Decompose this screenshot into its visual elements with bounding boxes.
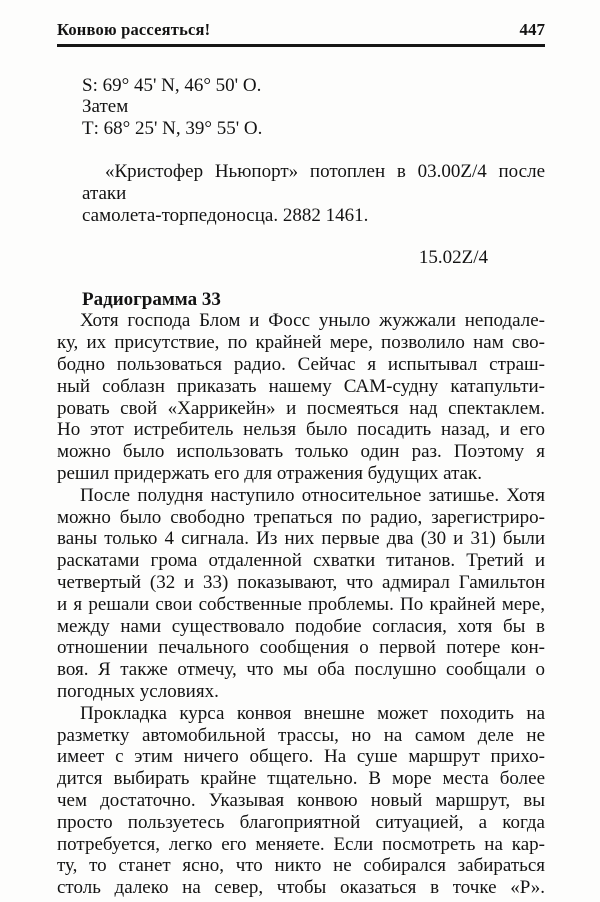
paragraph [57, 485, 545, 703]
timestamp-row [57, 247, 545, 269]
text-line: Прокладка курса конвоя внешне может походить на [80, 702, 545, 724]
sinking-note [82, 161, 545, 226]
text-line: можно было свободно трепаться по радио, зарегистриро- [57, 506, 545, 528]
text-line: Т: 68° 25' N, 39° 55' О. [82, 118, 263, 140]
text-line: S: 69° 45' N, 46° 50' О. [82, 74, 262, 96]
text-line: «Кристофер Ньюпорт» потоплен в 03.00Z/4 после атаки [82, 161, 545, 205]
section-heading: Радиограмма 33 [82, 288, 221, 310]
text-line: просто пользуетесь благоприятной ситуацией, а когда [57, 811, 545, 833]
paragraph [57, 310, 545, 484]
text-line: дится выбирать крайне тщательно. В море места более [57, 768, 545, 790]
running-title: Конвою рассеяться! [57, 20, 211, 39]
text-line: ку, их присутствие, по крайней мере, позволило нам сво- [57, 332, 545, 354]
text-line: Затем [82, 96, 129, 118]
text-line: и я решали свои собственные проблемы. По крайней мере, [57, 593, 545, 615]
text-line: ный соблазн приказать нашему САМ-судну катапульти- [57, 375, 545, 397]
paragraph [57, 703, 545, 899]
text-line: воя. Я также отмечу, что мы оба послушно сообщали о [57, 659, 545, 681]
text-line: чем достаточно. Указывая конвою новый маршрут, вы [57, 790, 545, 811]
text-line: потребуется, легко его меняете. Если посмотреть на кар- [57, 833, 545, 855]
text-line: самолета-торпедоносца. 2882 1461. [82, 205, 369, 227]
text-line: ваны только 4 сигнала. Из них первые два (30 и 31) были [57, 528, 545, 550]
text-line: можно было использовать только один раз. Поэтому я [57, 441, 545, 463]
text-line: имеет с этим ничего общего. На суше маршрут прихо- [57, 746, 545, 768]
text-line: решил придержать его для отражения будущих атак. [57, 463, 483, 485]
text-line: погодных условиях. [57, 681, 219, 703]
page-number: 447 [519, 20, 545, 39]
text-line: бодно пользоваться радио. Сейчас я испытывал страш- [57, 354, 545, 376]
text-line: Хотя господа Блом и Фосс уныло жужжали неподале- [80, 310, 545, 332]
text-line: Но этот истребитель нельзя было посадить назад, и его [57, 419, 545, 441]
text-line: ту, то станет ясно, что никто не собирался забираться [57, 855, 545, 877]
text-line: После полудня наступило относительное затишье. Хотя [80, 484, 545, 506]
radiogram-text [57, 310, 545, 899]
text-line: между нами существовало подобие согласия, хотя бы в [57, 615, 545, 637]
timestamp: 15.02Z/4 [418, 246, 488, 268]
text-line: четвертый (32 и 33) показывают, что адмирал Гамильтон [57, 572, 545, 594]
text-line: раскатами грома отдаленной схватки титанов. Третий и [57, 550, 545, 572]
coordinates-block [82, 75, 545, 140]
text-line: отношении печального сообщения о первой потере кон- [57, 637, 545, 659]
header-rule [57, 44, 545, 47]
radiogram-quote-block [82, 75, 545, 227]
text-line: столь далеко на север, чтобы оказаться в точке «Р». [57, 877, 545, 899]
text-line: разметку автомобильной трассы, но на самом деле не [57, 724, 545, 746]
page-header [57, 20, 545, 40]
text-line: ровать свой «Харрикейн» и посмеяться над спектаклем. [57, 397, 545, 419]
